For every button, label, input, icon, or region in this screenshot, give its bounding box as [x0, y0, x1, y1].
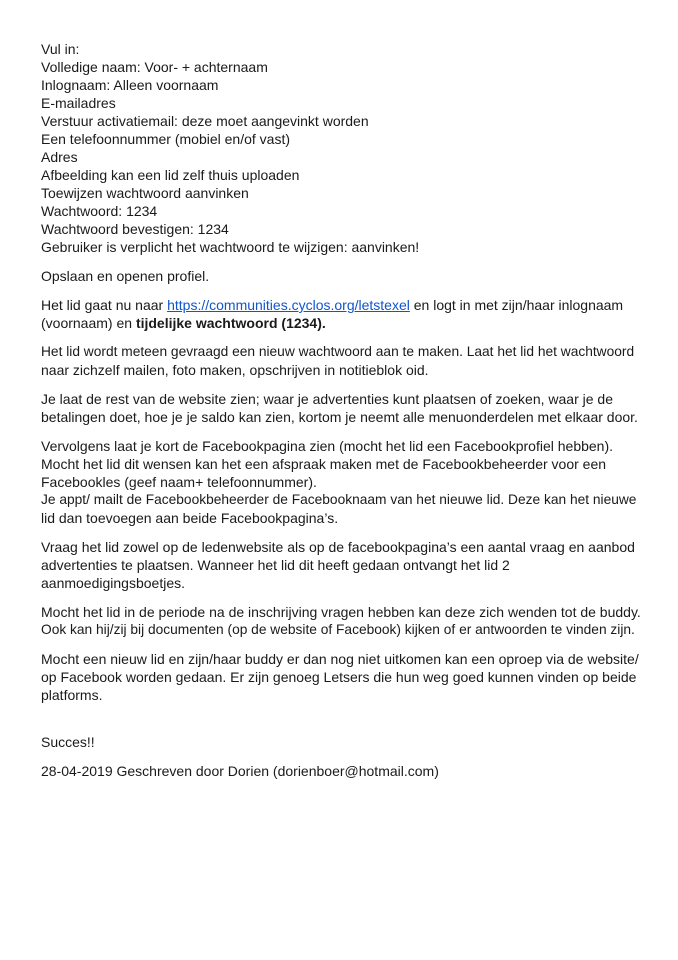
paragraph-line: naar zichzelf mailen, foto maken, opschrijven in notitieblok oid.	[41, 362, 429, 378]
intro-line: Adres	[41, 149, 78, 165]
paragraph-line: Facebookles (geef naam+ telefoonnummer).	[41, 474, 317, 490]
paragraph-line: Vraag het lid zowel op de ledenwebsite als op de facebookpagina’s een aantal vraag en aanbod	[41, 539, 635, 555]
intro-line: Verstuur activatiemail: deze moet aangevinkt worden	[41, 113, 369, 129]
paragraph-line: Vervolgens laat je kort de Facebookpagina zien (mocht het lid een Facebookprofiel hebben).	[41, 438, 614, 454]
closing-text: Succes!!	[41, 734, 95, 750]
intro-line: E-mailadres	[41, 95, 116, 111]
paragraph-line: Ook kan hij/zij bij documenten (op de website of Facebook) kijken of er antwoorden te vinden zijn.	[41, 622, 635, 637]
intro-line: Een telefoonnummer (mobiel en/of vast)	[41, 131, 291, 147]
intro-line: Wachtwoord: 1234	[41, 203, 158, 219]
login-text: (voornaam) en	[41, 315, 136, 331]
paragraph-line: Het lid wordt meteen gevraagd een nieuw wachtwoord aan te maken. Laat het lid het wachtwoord	[41, 344, 635, 359]
login-line-2	[41, 314, 641, 332]
temporary-password-text: tijdelijke wachtwoord (1234).	[135, 315, 326, 331]
paragraph-line: Mocht het lid dit wensen kan het een afspraak maken met de Facebookbeheerder voor een	[41, 456, 607, 472]
ads-paragraph	[41, 538, 641, 592]
new-password-paragraph	[41, 343, 641, 379]
intro-line: Vul in:	[41, 41, 80, 57]
paragraph-line: Mocht het lid in de periode na de inschrijving vragen hebben kan deze zich wenden tot de buddy.	[41, 604, 641, 620]
intro-list	[41, 40, 641, 256]
call-paragraph	[41, 650, 641, 704]
community-link[interactable]: https://communities.cyclos.org/letstexel	[167, 297, 410, 313]
paragraph-line: advertenties te plaatsen. Wanneer het lid dit heeft gedaan ontvangt het lid 2	[41, 557, 510, 573]
closing-paragraph	[41, 733, 641, 751]
intro-line: Toewijzen wachtwoord aanvinken	[41, 185, 249, 201]
paragraph-line: Mocht een nieuw lid en zijn/haar buddy er dan nog niet uitkomen kan een oproep via de website/	[41, 651, 639, 667]
intro-line: Volledige naam: Voor- + achternaam	[41, 59, 268, 75]
facebook-paragraph	[41, 437, 641, 527]
intro-line: Inlognaam: Alleen voornaam	[41, 77, 219, 93]
paragraph-line: platforms.	[41, 687, 103, 703]
paragraph-line: lid dan toevoegen aan beide Facebookpagina’s.	[41, 510, 339, 526]
paragraph-line: betalingen doet, hoe je je saldo kan zien, kortom je neemt alle menuonderdelen met elkaar door.	[41, 409, 638, 425]
document-page	[41, 40, 641, 791]
intro-line: Wachtwoord bevestigen: 1234	[41, 221, 229, 237]
paragraph-line: aanmoedigingsboetjes.	[41, 575, 185, 591]
login-line-1	[41, 296, 641, 314]
login-paragraph	[41, 296, 641, 332]
intro-line: Afbeelding kan een lid zelf thuis uploaden	[41, 167, 300, 183]
paragraph-line: Je appt/ mailt de Facebookbeheerder de Facebooknaam van het nieuwe lid. Deze kan het nieuwe	[41, 492, 637, 507]
website-tour-paragraph	[41, 390, 641, 426]
save-text: Opslaan en openen profiel.	[41, 268, 210, 284]
paragraph-line: Je laat de rest van de website zien; waar je advertenties kunt plaatsen of zoeken, waar je de	[41, 391, 614, 407]
login-text: Het lid gaat nu naar	[41, 297, 168, 313]
intro-line: Gebruiker is verplicht het wachtwoord te wijzigen: aanvinken!	[41, 239, 420, 255]
save-paragraph	[41, 267, 641, 285]
buddy-paragraph	[41, 603, 641, 639]
paragraph-line: op Facebook worden gedaan. Er zijn genoeg Letsers die hun weg goed kunnen vinden op beide	[41, 669, 637, 685]
login-text: en logt in met zijn/haar inlognaam	[409, 297, 624, 313]
signature-text: 28-04-2019 Geschreven door Dorien (dorienboer@hotmail.com)	[41, 763, 439, 779]
signature-paragraph	[41, 762, 641, 780]
